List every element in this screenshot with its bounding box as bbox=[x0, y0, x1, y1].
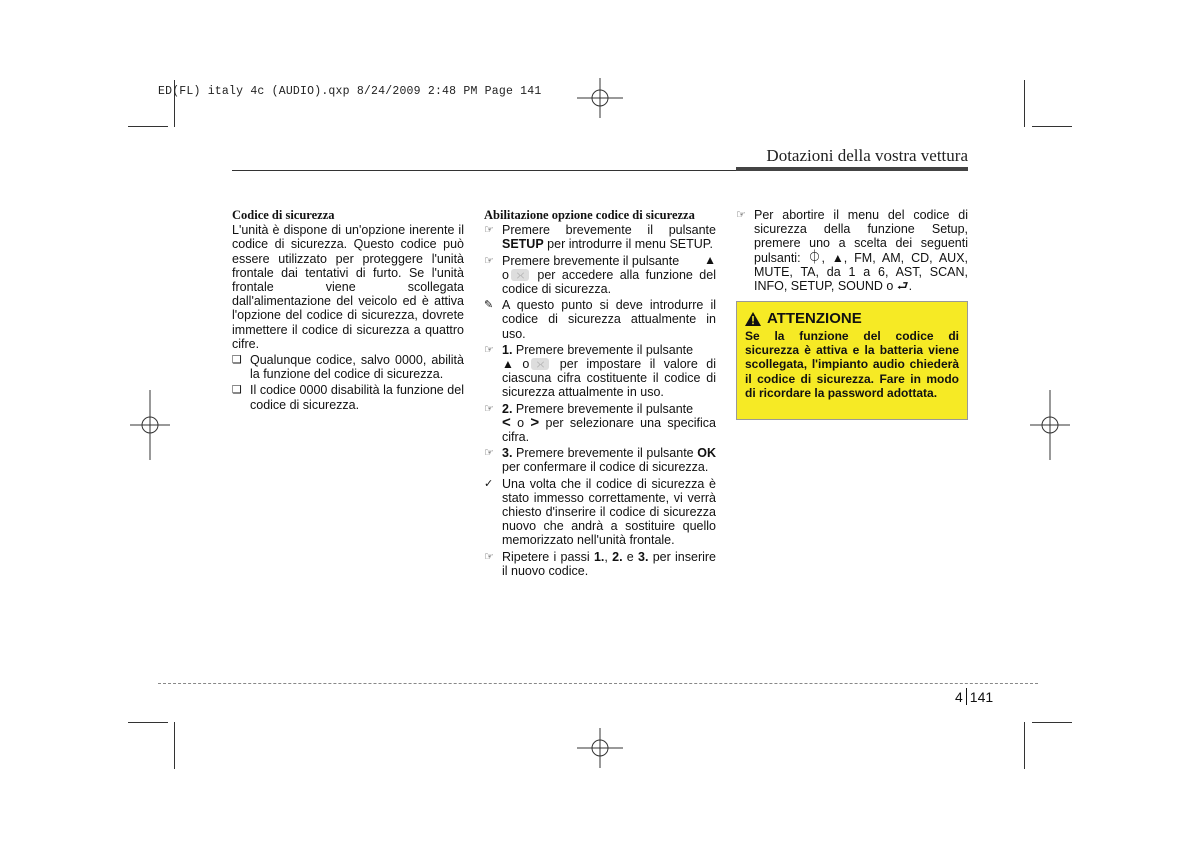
page-number bbox=[955, 688, 993, 705]
list-item bbox=[232, 383, 464, 411]
page-number-divider bbox=[966, 688, 967, 705]
pointing-hand-icon: ☞ bbox=[484, 224, 494, 237]
pointing-hand-icon: ☞ bbox=[736, 209, 746, 221]
crop-mark bbox=[128, 722, 168, 723]
section-title: Dotazioni della vostra vettura bbox=[766, 146, 968, 165]
pointing-hand-icon: ☞ bbox=[484, 447, 494, 460]
page-number-value: 141 bbox=[969, 689, 994, 705]
warning-body: Se la funzione del codice di sicurezza è attiva e la batteria viene scollegata, l'impianto audio chiederà il codice di sicurezza. Fare in modo di ricordare la password adottata. bbox=[745, 329, 959, 400]
checkbox-icon: ❑ bbox=[232, 384, 242, 397]
slug-line: ED(FL) italy 4c (AUDIO).qxp 8/24/2009 2:48 PM Page 141 bbox=[158, 85, 542, 98]
column-3 bbox=[736, 208, 968, 295]
intro-paragraph: L'unità è dispone di un'opzione inerente il codice di sicurezza. Questo codice può essere utilizzato per proteggere l'unità frontale dai tentativi di furto. Se l'unità frontale viene scollegata dall'alimentazione del veicolo ed è attiva l'opzione del codice di sicurezza, dovrete immettere il codice di sicurezza a quattro cifre. bbox=[232, 223, 464, 351]
list-item bbox=[484, 477, 716, 548]
column-heading: Codice di sicurezza bbox=[232, 208, 335, 222]
power-knob-icon bbox=[531, 358, 549, 370]
up-triangle-icon: ▲ bbox=[704, 252, 716, 267]
list-item bbox=[484, 223, 716, 251]
footer-dotted-rule bbox=[158, 683, 1038, 684]
crop-mark bbox=[1032, 126, 1072, 127]
list-item bbox=[232, 353, 464, 381]
chapter-number: 4 bbox=[955, 689, 963, 705]
registration-mark-icon bbox=[1030, 390, 1070, 460]
header-rule-thick bbox=[736, 167, 968, 171]
pointing-hand-icon: ☞ bbox=[484, 402, 494, 415]
crop-mark bbox=[1032, 722, 1072, 723]
list-item-text: Premere brevemente il pulsante SETUP per introdurre il menu SETUP. bbox=[502, 223, 716, 252]
list-item bbox=[484, 402, 716, 445]
crop-mark bbox=[174, 722, 175, 769]
registration-mark-icon bbox=[577, 728, 623, 768]
list-item bbox=[484, 343, 716, 400]
warning-title: ATTENZIONE bbox=[767, 310, 862, 327]
list-item-text: Premere brevemente il pulsante ▲ o per accedere alla funzione del codice di sicurezza. bbox=[502, 252, 716, 297]
crop-mark bbox=[1024, 80, 1025, 127]
power-button-icon: ⏀ bbox=[807, 248, 822, 265]
list-item-text: 3. Premere brevemente il pulsante OK per confermare il codice di sicurezza. bbox=[502, 446, 716, 475]
right-chevron-icon: > bbox=[530, 413, 540, 431]
list-item bbox=[484, 254, 716, 297]
checkmark-icon: ✓ bbox=[484, 477, 494, 490]
list-item bbox=[484, 298, 716, 341]
column-1 bbox=[232, 208, 464, 414]
registration-mark-icon bbox=[577, 78, 623, 118]
crop-mark bbox=[1024, 722, 1025, 769]
checkbox-icon: ❑ bbox=[232, 354, 242, 367]
list-item bbox=[484, 550, 716, 578]
list-item bbox=[736, 208, 968, 293]
warning-triangle-icon bbox=[745, 312, 761, 326]
warning-box bbox=[736, 301, 968, 420]
column-2 bbox=[484, 208, 716, 580]
crop-mark bbox=[128, 126, 168, 127]
up-triangle-icon: ▲ bbox=[502, 357, 514, 372]
list-item-text: Il codice 0000 disabilità la funzione del codice di sicurezza. bbox=[250, 383, 464, 412]
header-rule bbox=[232, 170, 736, 171]
left-chevron-icon: < bbox=[502, 413, 511, 431]
list-item-text: 2. Premere brevemente il pulsante < o > per selezionare una specifica cifra. bbox=[502, 401, 716, 445]
up-triangle-icon: ▲ bbox=[831, 250, 844, 265]
return-arrow-icon: ⮐ bbox=[896, 278, 909, 294]
list-item-text: Per abortire il menu del codice di sicurezza della funzione Setup, premere uno a scelta dei seguenti pulsanti: ⏀, ▲, FM, AM, CD, AUX, MUTE, TA, da 1 a 6, AST, SCAN, INFO, SETUP, SOUND o ⮐. bbox=[754, 208, 969, 294]
list-item-text: Ripetere i passi 1., 2. e 3. per inserire il nuovo codice. bbox=[502, 549, 717, 578]
list-item-text: Una volta che il codice di sicurezza è stato immesso correttamente, vi verrà chiesto d'inserire il codice di sicurezza nuovo che andrà a sostituire quello memorizzato nell'unità frontale. bbox=[502, 476, 716, 548]
warning-header bbox=[745, 310, 959, 327]
pointing-hand-icon: ☞ bbox=[484, 550, 494, 563]
list-item-text: 1. Premere brevemente il pulsante ▲ o per impostare il valore di ciascuna cifra costituente il codice di sicurezza attualmente in uso. bbox=[502, 342, 716, 400]
list-item-text: A questo punto si deve introdurre il codice di sicurezza attualmente in uso. bbox=[502, 298, 716, 341]
list-item-text: Qualunque codice, salvo 0000, abilità la funzione del codice di sicurezza. bbox=[250, 353, 464, 382]
pointing-hand-icon: ☞ bbox=[484, 254, 494, 267]
pencil-icon: ✎ bbox=[484, 299, 494, 312]
column-heading: Abilitazione opzione codice di sicurezza bbox=[484, 208, 695, 222]
list-item bbox=[484, 446, 716, 474]
power-knob-icon bbox=[511, 269, 529, 281]
pointing-hand-icon: ☞ bbox=[484, 343, 494, 356]
registration-mark-icon bbox=[130, 390, 170, 460]
